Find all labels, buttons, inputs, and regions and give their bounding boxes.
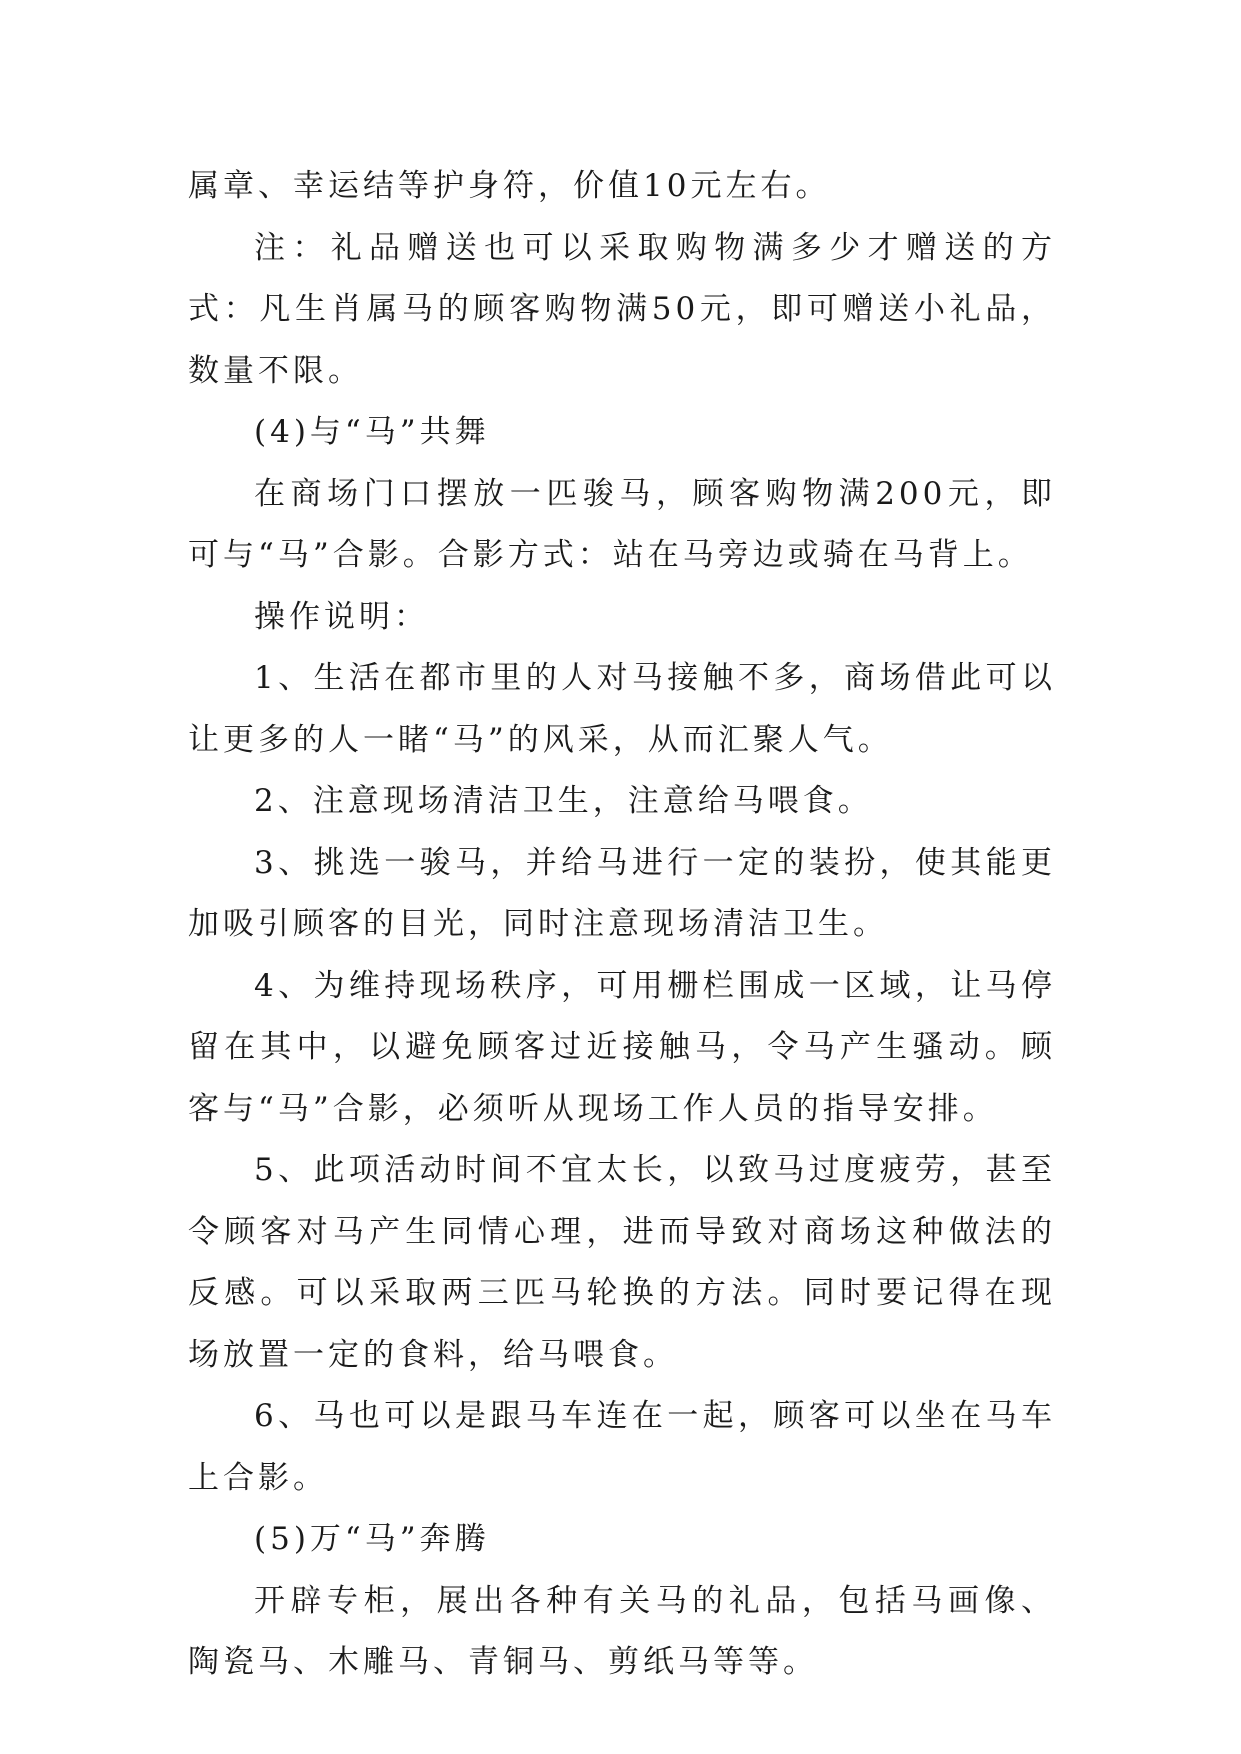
paragraph-operation-heading: 操作说明： <box>254 598 429 635</box>
paragraph-horse-photo: 在商场门口摆放一匹骏马，顾客购物满200元，即可与“马”合影。合影方式：站在马旁边或骑在马背上。 <box>188 475 1056 573</box>
section-heading-galloping-horses: (5)万“马”奔腾 <box>254 1521 490 1557</box>
list-item-6: 6、马也可以是跟马车连在一起，顾客可以坐在马车上合影。 <box>188 1398 1056 1496</box>
list-item-2: 2、注意现场清洁卫生，注意给马喂食。 <box>254 783 873 819</box>
list-item-4: 4、为维持现场秩序，可用栅栏围成一区域，让马停留在其中，以避免顾客过近接触马，令马产生骚动。顾客与“马”合影，必须听从现场工作人员的指导安排。 <box>188 967 1056 1127</box>
section-heading-dance-with-horse: (4)与“马”共舞 <box>254 414 490 450</box>
list-item-1: 1、生活在都市里的人对马接触不多，商场借此可以让更多的人一睹“马”的风采，从而汇聚人气。 <box>188 660 1056 758</box>
paragraph-gift-note: 注：礼品赠送也可以采取购物满多少才赠送的方式：凡生肖属马的顾客购物满50元，即可赠送小礼品，数量不限。 <box>188 229 1056 389</box>
paragraph-horse-gifts-counter: 开辟专柜，展出各种有关马的礼品，包括马画像、陶瓷马、木雕马、青铜马、剪纸马等等。 <box>188 1582 1056 1680</box>
paragraph-continued-amulets: 属章、幸运结等护身符，价值10元左右。 <box>188 168 831 204</box>
list-item-5: 5、此项活动时间不宜太长，以致马过度疲劳，甚至令顾客对马产生同情心理，进而导致对商场这种做法的反感。可以采取两三匹马轮换的方法。同时要记得在现场放置一定的食料，给马喂食。 <box>188 1152 1056 1373</box>
document-body <box>188 156 1056 1694</box>
list-item-3: 3、挑选一骏马，并给马进行一定的装扮，使其能更加吸引顾客的目光，同时注意现场清洁卫生。 <box>188 844 1056 942</box>
